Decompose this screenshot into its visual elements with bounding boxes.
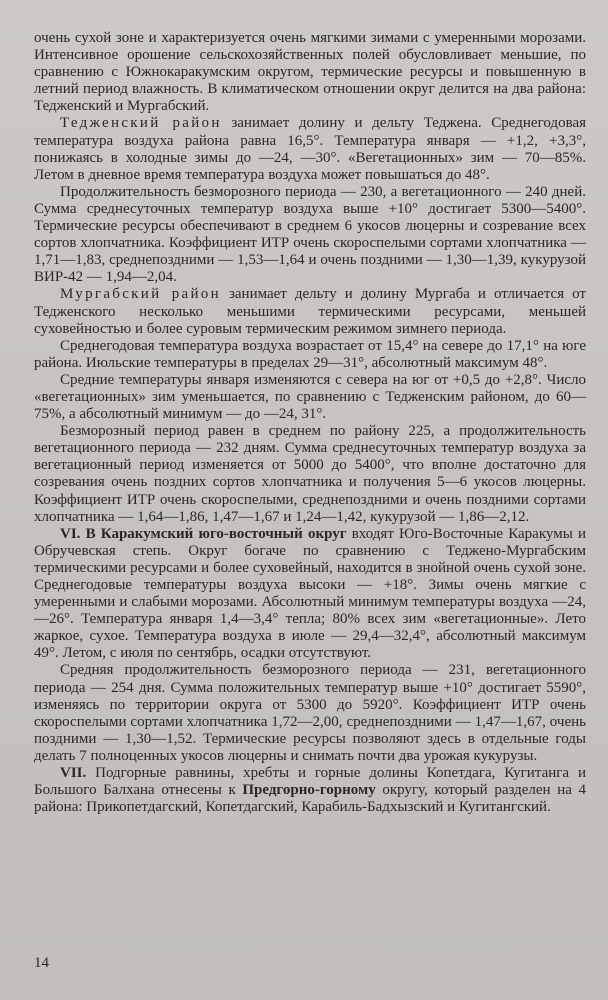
paragraph-text: Среднегодовая температура воздуха возрастает от 15,4° на севере до 17,1° на юге района. Июльские температуры в пределах 29—31°, абсолютный максимум 48°. bbox=[34, 337, 586, 371]
paragraph bbox=[34, 286, 586, 337]
paragraph-text: Средняя продолжительность безморозного периода — 231, вегетационного периода — 254 дня. Сумма положительных температур выше +10° достигает 5590°, изменяясь по территории округа от 5300 до 5920°. Коэффициент ИТР очень скороспелыми сортами хлопчатника 1,72—2,00, среднепоздними — 1,47—1,67, очень поздними — 1,30—1,52. Термические ресурсы позволяют здесь в отдельные годы делать 7 полноценных укосов люцерны и снимать почти два урожая кукурузы. bbox=[34, 662, 586, 764]
paragraph-text: занимает долину и дельту Теджена. Среднегодовая температура воздуха района равна 16,5°. Температура января — +1,2, +3,3°, понижаясь в холодные зимы до —24, —30°. «Вегетационных» зим — 70—85%. Летом в дневное время температура воздуха может повышаться до 48°. bbox=[34, 115, 587, 183]
paragraph bbox=[34, 115, 586, 183]
paragraph bbox=[34, 184, 586, 287]
paragraph-text: округу, который разделен на 4 района: Прикопетдагский, Копетдагский, Карабиль-Бадхызский и Кугитангский. bbox=[34, 782, 586, 816]
region-heading-vi: VI. В Каракумский юго-восточный округ bbox=[60, 525, 347, 542]
paragraph-text: Подгорные равнины, хребты и горные долины Копетдага, Кугитанга и Большого Балхана отнесены к bbox=[34, 765, 586, 799]
paragraph-text: Продолжительность безморозного периода — 230, а вегетационного — 240 дней. Сумма среднесуточных температур воздуха выше +10° достигает 5300—5400°. Термические ресурсы обеспечивают в среднем 6 укосов люцерны и созревание всех сортов хлопчатника. Коэффициент ИТР очень скороспелыми сортами хлопчатника — 1,71—1,83, среднепоздними — 1,53—1,64 и очень поздними — 1,30—1,39, кукурузой ВИР-42 — 1,94—2,04. bbox=[34, 183, 586, 286]
page-body bbox=[34, 30, 586, 816]
district-heading-murgab: Мургабский район bbox=[60, 286, 221, 303]
paragraph-text: занимает дельту и долину Мургаба и отличается от Тедженского несколько меньшими термическими ресурсами, меньшей суховейностью и более суровым термическим режимом зимнего периода. bbox=[34, 286, 586, 337]
paragraph bbox=[34, 423, 586, 526]
paragraph bbox=[34, 30, 586, 115]
paragraph-text: Безморозный период равен в среднем по району 225, а продолжительность вегетационного периода — 232 дням. Сумма среднесуточных температур воздуха за вегетационный период изменяется от 5000 до 5400°, что вполне достаточно для созревания очень поздних сортов хлопчатника и получения 5—6 укосов люцерны. Коэффициент ИТР очень скороспелыми, среднепоздними и очень поздними сортами хлопчатника — 1,64—1,86, 1,47—1,67 и 1,24—1,42, кукурузой — 1,86—2,12. bbox=[34, 423, 586, 525]
paragraph-text: очень сухой зоне и характеризуется очень мягкими зимами с умеренными морозами. Интенсивное орошение сельскохозяйственных полей обусловливает меньшие, по сравнению с Южнокаракумским округом, термические ресурсы и повышенную в летний период влажность. В климатическом отношении округ делится на два района: Тедженский и Мургабский. bbox=[34, 30, 586, 115]
paragraph bbox=[34, 526, 586, 663]
paragraph-text: входят Юго-Восточные Каракумы и Обручевская степь. Округ богаче по сравнению с Теджено-Мургабским термическими ресурсами и более суховейный, находится в знойной очень сухой зоне. Среднегодовые температуры воздуха высоки — +18°. Зимы очень мягкие с умеренными и слабыми морозами. Абсолютный минимум температуры воздуха —24, —26°. Температура января 1,4—3,4° тепла; 80% всех зим «вегетационные». Лето жаркое, сухое. Температура воздуха в июле — 29,4—32,4°, абсолютный максимум 49°. Летом, с июля по сентябрь, осадки отсутствуют. bbox=[34, 525, 586, 662]
paragraph bbox=[34, 372, 586, 423]
page-number: 14 bbox=[34, 955, 49, 971]
paragraph bbox=[34, 662, 586, 765]
district-heading-tedzhen: Тедженский район bbox=[60, 115, 222, 132]
region-name-bold: Предгорно-горному bbox=[242, 782, 376, 799]
paragraph bbox=[34, 338, 586, 372]
paragraph bbox=[34, 765, 586, 816]
region-heading-vii: VII. bbox=[60, 765, 87, 782]
paragraph-text: Средние температуры января изменяются с севера на юг от +0,5 до +2,8°. Число «вегетационных» зим уменьшается, по сравнению с Тедженским районом, до 60—75%, а абсолютный минимум — до —24, 31°. bbox=[34, 371, 586, 423]
